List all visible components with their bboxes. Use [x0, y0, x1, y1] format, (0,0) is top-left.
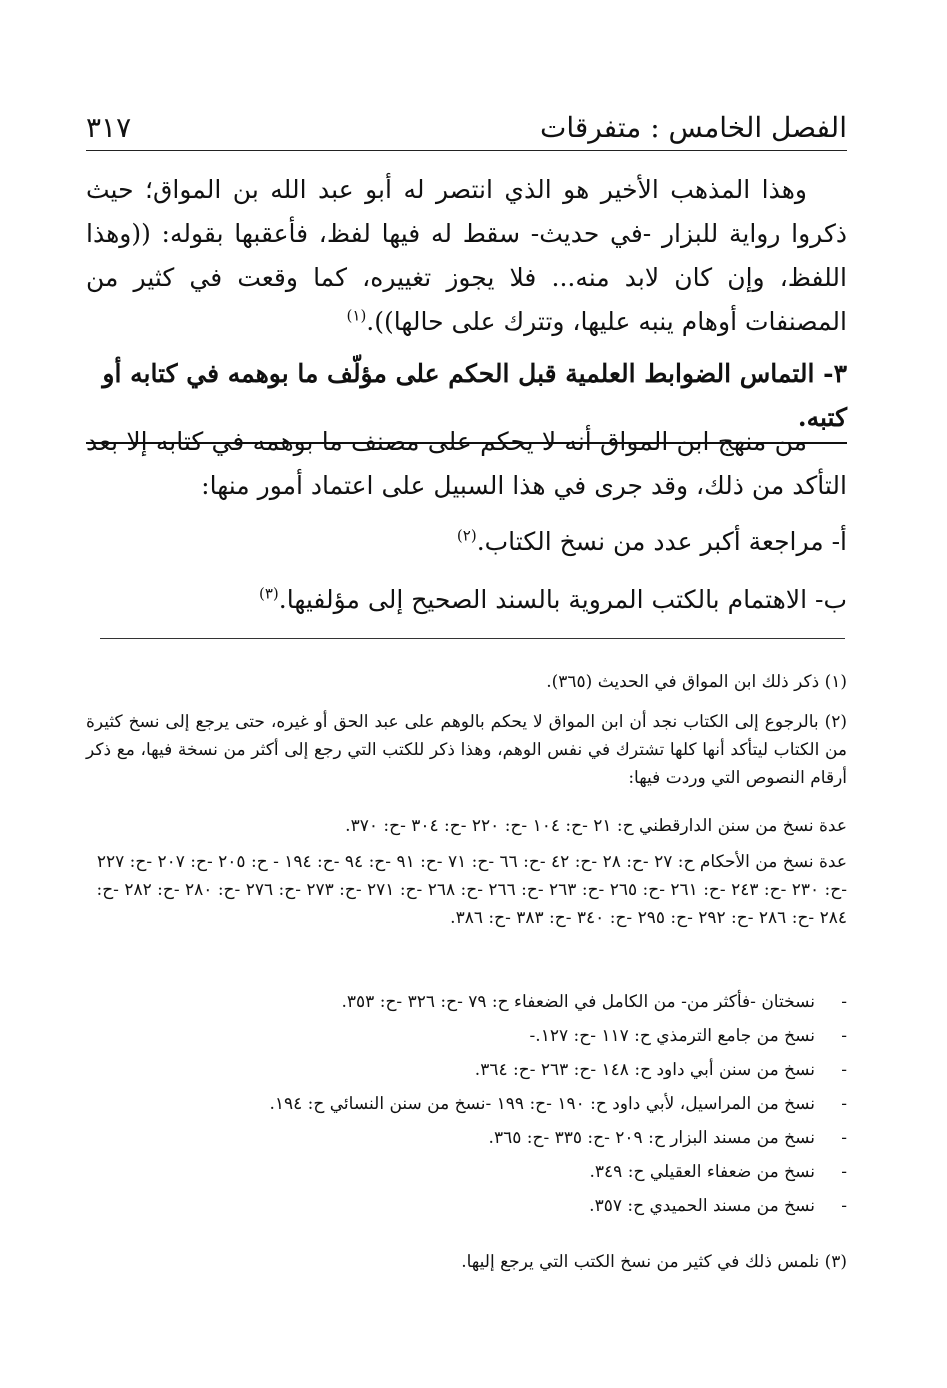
footnote-2-dash-list [86, 988, 847, 1226]
dash-mark: - [841, 1060, 847, 1080]
dash-mark: - [841, 1094, 847, 1114]
list-item-b [86, 580, 847, 620]
list-item-text: نسخ من سنن أبي داود ح: ١٤٨ -ح: ٢٦٣ -ح: ٣٦٤. [474, 1060, 815, 1080]
list-item-text: نسخ من مسند البزار ح: ٢٠٩ -ح: ٣٣٥ -ح: ٣٦٥. [488, 1128, 815, 1148]
page-header [86, 92, 847, 151]
chapter-title: الفصل الخامس : متفرقات [539, 111, 847, 144]
footnote-ref-1: (١) [346, 306, 367, 325]
footnote-2-block-ahkam: عدة نسخ من الأحكام ح: ٢٧ -ح: ٢٨ -ح: ٤٢ -ح: ٦٦ -ح: ٧١ -ح: ٩١ -ح: ٩٤ -ح: ١٩٤ - ح: ٢٠٥ -ح: ٢٠٧ -ح: ٢٢٧ -ح: ٢٣٠ -ح: ٢٤٣ -ح: ٢٦١ -ح: ٢٦٥ -ح: ٢٦٣ -ح: ٢٦٦ -ح: ٢٦٨ -ح: ٢٧١ -ح: ٢٧٣ -ح: ٢٧٦ -ح: ٢٨٠ -ح: ٢٨٢ -ح: ٢٨٤ -ح: ٢٨٦ -ح: ٢٩٢ -ح: ٢٩٥ -ح: ٣٤٠ -ح: ٣٨٣ -ح: ٣٨٦. [96, 852, 847, 928]
list-item-text: نسخ من ضعفاء العقيلي ح: ٣٤٩. [589, 1162, 815, 1182]
dash-mark: - [841, 1162, 847, 1182]
dash-mark: - [841, 1196, 847, 1216]
list-item [86, 1158, 847, 1186]
list-item-b-text: ب- الاهتمام بالكتب المروية بالسند الصحيح إلى مؤلفيها. [278, 585, 847, 614]
list-item-text: نسخ من جامع الترمذي ح: ١١٧ -ح: ١٢٧.- [529, 1026, 815, 1046]
list-item [86, 1124, 847, 1152]
list-item [86, 1192, 847, 1220]
list-item-text: نسخ من المراسيل، لأبي داود ح: ١٩٠ -ح: ١٩٩ -نسخ من سنن النسائي ح: ١٩٤. [269, 1094, 815, 1114]
list-item-text: نسخ من مسند الحميدي ح: ٣٥٧. [589, 1196, 815, 1216]
paragraph-2: من منهج ابن المواق أنه لا يحكم على مصنف ما بوهمه في كتابه إلا بعد التأكد من ذلك، وقد جرى في هذا السبيل على اعتماد أمور منها: [86, 427, 847, 500]
footnote-ref-3: (٣) [258, 584, 279, 603]
footnote-1: (١) ذكر ذلك ابن المواق في الحديث (٣٦٥). [546, 672, 847, 692]
footnote-2-block-daraqutni: عدة نسخ من سنن الدارقطني ح: ٢١ -ح: ١٠٤ -ح: ٢٢٠ -ح: ٣٠٤ -ح: ٣٧٠. [345, 816, 847, 836]
paragraph-1-text: وهذا المذهب الأخير هو الذي انتصر له أبو عبد الله بن المواق؛ حيث ذكروا رواية للبزار -في حديث- سقط له فيها لفظ، فأعقبها بقوله: ((وهذا اللفظ، وإن كان لابد منه... فلا يجوز تغييره، كما وقعت في كثير من المصنفات أوهام ينبه عليها، وتترك على حالها)). [86, 175, 847, 336]
list-item [86, 1090, 847, 1118]
list-item-text: نسختان -فأكثر من- من الكامل في الضعفاء ح: ٧٩ -ح: ٣٢٦ -ح: ٣٥٣. [341, 992, 815, 1012]
footnote-ref-2: (٢) [456, 526, 477, 545]
dash-mark: - [841, 1026, 847, 1046]
page-number: ٣١٧ [86, 111, 132, 144]
list-item-a [86, 522, 847, 562]
dash-mark: - [841, 1128, 847, 1148]
dash-mark: - [841, 992, 847, 1012]
list-item [86, 988, 847, 1016]
paragraph-1 [86, 168, 847, 344]
footnote-3: (٣) نلمس ذلك في كثير من نسخ الكتب التي يرجع إليها. [461, 1252, 847, 1272]
footnote-separator [100, 638, 845, 639]
list-item [86, 1056, 847, 1084]
section-heading: ٣- التماس الضوابط العلمية قبل الحكم على مؤلّف ما بوهمه في كتابه أو كتبه. [86, 352, 847, 444]
footnote-2-sources [86, 812, 847, 940]
footnote-2: (٢) بالرجوع إلى الكتاب نجد أن ابن المواق لا يحكم بالوهم على عبد الحق أو غيره، حتى يرجع إلى نسخ كثيرة من الكتاب ليتأكد أنها كلها تشترك في نفس الوهم، وهذا ذكر للكتب التي رجع إلى أكثر من نسخة فيها، مع ذكر أرقام النصوص التي وردت فيها: [86, 712, 847, 788]
list-item-a-text: أ- مراجعة أكبر عدد من نسخ الكتاب. [476, 527, 847, 556]
list-item [86, 1022, 847, 1050]
